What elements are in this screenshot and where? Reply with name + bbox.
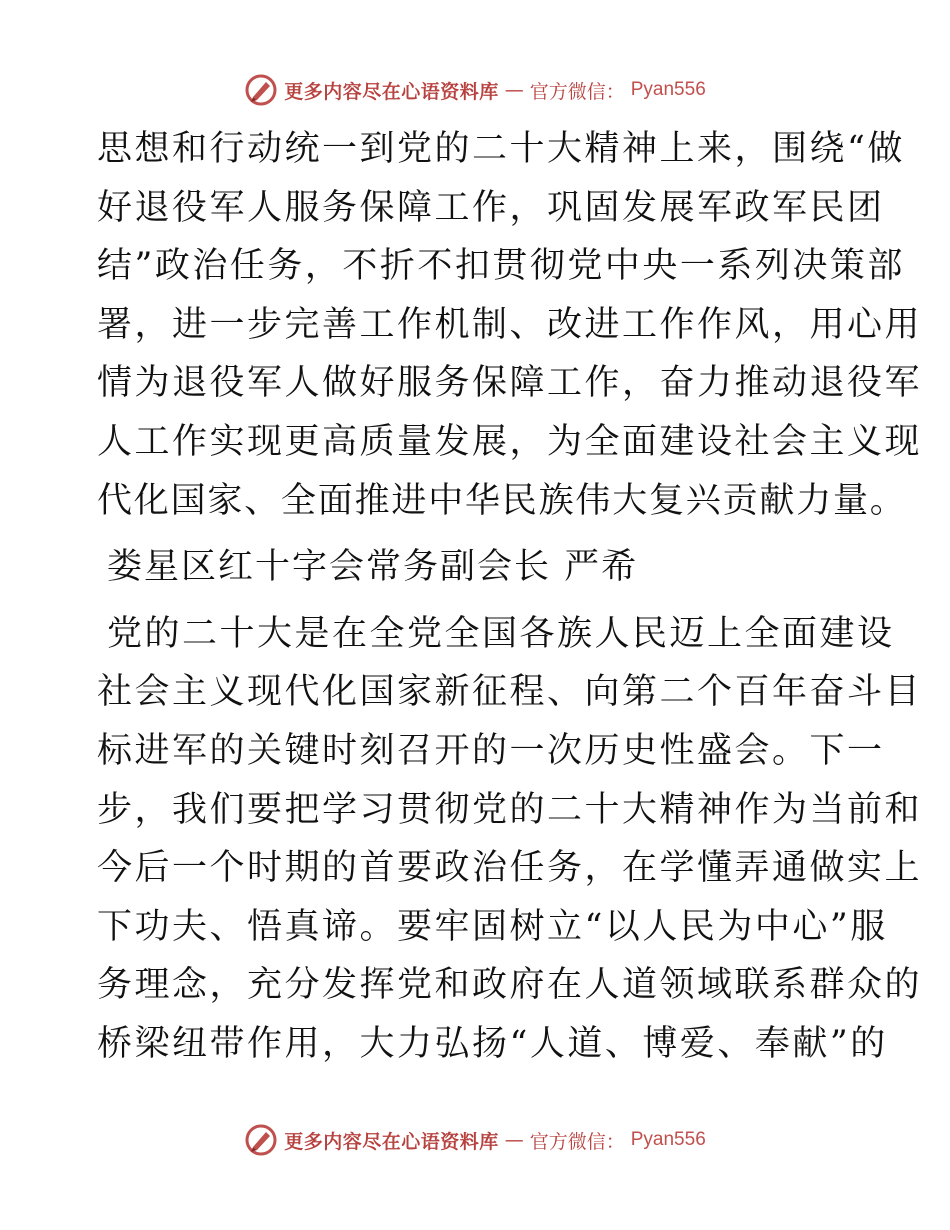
banner-separator: — <box>504 79 524 101</box>
banner-text: 更多内容尽在心语资料库 <box>284 1130 499 1153</box>
text-line: 步，我们要把学习贯彻党的二十大精神作为当前和 <box>97 789 923 830</box>
text-line: 署，进一步完善工作机制、改进工作作风，用心用 <box>97 304 923 345</box>
text-line: 人工作实现更高质量发展，为全面建设社会主义现 <box>97 421 923 462</box>
banner-wechat-label: 官方微信： <box>529 1130 625 1153</box>
text-line: 好退役军人服务保障工作，巩固发展军政军民团 <box>97 187 885 228</box>
text-line: 思想和行动统一到党的二十大精神上来，围绕“做 <box>97 129 905 169</box>
pen-logo-icon <box>244 73 278 107</box>
text-line: 社会主义现代化国家新征程、向第二个百年奋斗目 <box>97 672 923 713</box>
text-line: 结”政治任务，不折不扣贯彻党中央一系列决策部 <box>97 246 905 287</box>
text-line: 下功夫、悟真谛。要牢固树立“以人民为中心”服 <box>97 906 888 947</box>
document-body <box>97 120 923 1074</box>
text-line: 情为退役军人做好服务保障工作，奋力推动退役军 <box>97 363 923 404</box>
header-watermark-banner <box>0 70 950 110</box>
banner-wechat-id: Pyan556 <box>630 79 706 100</box>
paragraph-1 <box>97 120 923 530</box>
text-line: 桥梁纽带作用，大力弘扬“人道、博爱、奉献”的 <box>97 1023 888 1064</box>
author-line: 娄星区红十字会常务副会长 严希 <box>107 547 639 588</box>
text-line: 代化国家、全面推进中华民族伟大复兴贡献力量。 <box>97 480 907 521</box>
banner-separator: — <box>504 1129 524 1151</box>
text-line: 标进军的关键时刻召开的一次历史性盛会。下一 <box>97 730 885 771</box>
banner-wechat-id: Pyan556 <box>630 1129 706 1150</box>
footer-watermark-banner <box>0 1120 950 1160</box>
pen-logo-icon <box>244 1123 278 1157</box>
text-line: 务理念，充分发挥党和政府在人道领域联系群众的 <box>97 965 923 1006</box>
text-line: 党的二十大是在全党全国各族人民迈上全面建设 <box>107 613 895 654</box>
banner-text: 更多内容尽在心语资料库 <box>284 80 499 103</box>
banner-wechat-label: 官方微信： <box>529 80 625 103</box>
text-line: 今后一个时期的首要政治任务，在学懂弄通做实上 <box>97 848 923 889</box>
paragraph-2 <box>97 605 923 1074</box>
